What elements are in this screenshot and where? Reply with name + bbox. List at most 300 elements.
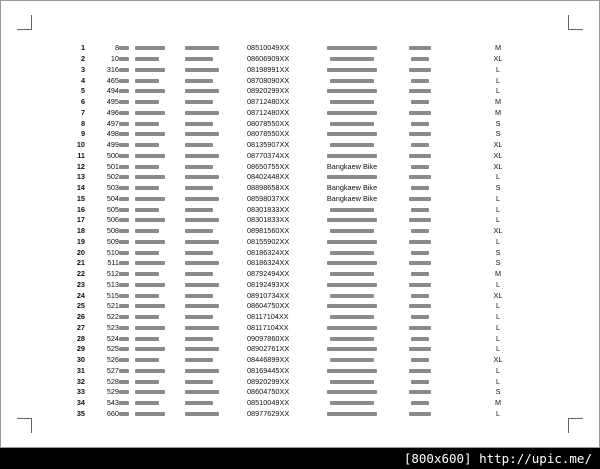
row-number: 25 xyxy=(76,301,85,311)
illegible-thai-text xyxy=(409,46,431,50)
crop-mark-bottom-right xyxy=(568,418,583,433)
illegible-thai-text xyxy=(185,154,219,158)
address-1 xyxy=(313,409,391,420)
illegible-thai-text xyxy=(135,240,165,244)
last-name xyxy=(185,118,247,129)
shirt-size: XL xyxy=(493,355,503,365)
illegible-thai-text xyxy=(327,89,377,93)
illegible-thai-text xyxy=(327,390,377,394)
row-number: 27 xyxy=(76,322,85,332)
illegible-thai-text xyxy=(119,315,129,319)
first-name xyxy=(135,108,185,119)
last-name xyxy=(185,280,247,291)
phone-number: 08712480XX xyxy=(247,107,290,117)
address-1 xyxy=(313,237,391,248)
illegible-thai-text xyxy=(409,175,431,179)
table-row xyxy=(59,172,511,183)
first-name xyxy=(135,409,185,420)
illegible-thai-text xyxy=(119,132,129,136)
illegible-thai-text xyxy=(185,272,213,276)
phone-number: 08078550XX xyxy=(247,118,290,128)
table-row xyxy=(59,355,511,366)
last-name xyxy=(185,54,247,65)
first-name xyxy=(135,54,185,65)
shirt-size: L xyxy=(495,408,501,418)
illegible-thai-text xyxy=(135,261,165,265)
phone-number: 08446899XX xyxy=(247,355,290,365)
illegible-thai-text xyxy=(327,132,377,136)
illegible-thai-text xyxy=(135,294,159,298)
illegible-thai-text xyxy=(327,175,377,179)
address-3 xyxy=(449,226,485,237)
illegible-thai-text xyxy=(327,46,377,50)
last-name xyxy=(185,97,247,108)
address-1 xyxy=(313,333,391,344)
member-id: 508 xyxy=(106,226,119,236)
name-prefix xyxy=(119,215,135,226)
member-id: 522 xyxy=(106,312,119,322)
illegible-thai-text xyxy=(135,337,159,341)
phone-number: 08920299XX xyxy=(247,86,290,96)
first-name xyxy=(135,129,185,140)
last-name xyxy=(185,301,247,312)
last-name xyxy=(185,129,247,140)
first-name xyxy=(135,172,185,183)
illegible-thai-text xyxy=(119,347,129,351)
last-name xyxy=(185,344,247,355)
address-3 xyxy=(449,194,485,205)
table-row xyxy=(59,43,511,54)
illegible-thai-text xyxy=(411,122,429,126)
name-prefix xyxy=(119,344,135,355)
name-prefix xyxy=(119,118,135,129)
last-name xyxy=(185,387,247,398)
illegible-thai-text xyxy=(330,229,374,233)
address-3 xyxy=(449,344,485,355)
table-row xyxy=(59,86,511,97)
illegible-thai-text xyxy=(119,369,129,373)
phone-number: 08169445XX xyxy=(247,365,290,375)
shirt-size: M xyxy=(494,269,502,279)
address-3 xyxy=(449,280,485,291)
phone-number: 08898658XX xyxy=(247,183,290,193)
table-row xyxy=(59,65,511,76)
name-prefix xyxy=(119,97,135,108)
address-1 xyxy=(313,204,391,215)
image-caption-bar xyxy=(0,448,600,469)
phone-number: 08604750XX xyxy=(247,301,290,311)
participant-table-body xyxy=(59,43,511,419)
address-1 xyxy=(313,280,391,291)
shirt-size: L xyxy=(495,204,501,214)
last-name xyxy=(185,204,247,215)
address-1 xyxy=(313,312,391,323)
row-number: 14 xyxy=(76,183,85,193)
row-number: 16 xyxy=(76,204,85,214)
illegible-thai-text xyxy=(135,326,165,330)
last-name xyxy=(185,398,247,409)
address-1 xyxy=(313,65,391,76)
shirt-size: L xyxy=(495,333,501,343)
illegible-thai-text xyxy=(135,186,159,190)
illegible-thai-text xyxy=(409,132,431,136)
illegible-thai-text xyxy=(135,272,159,276)
address-3 xyxy=(449,323,485,334)
address-1 xyxy=(313,387,391,398)
illegible-thai-text xyxy=(185,46,219,50)
illegible-thai-text xyxy=(135,197,165,201)
illegible-thai-text xyxy=(119,197,129,201)
illegible-thai-text xyxy=(409,197,431,201)
address-3 xyxy=(449,258,485,269)
shirt-size: L xyxy=(495,376,501,386)
address-1 xyxy=(313,108,391,119)
row-number: 9 xyxy=(80,129,85,139)
shirt-size: S xyxy=(495,118,501,128)
phone-number: 08708090XX xyxy=(247,75,290,85)
illegible-thai-text xyxy=(409,304,431,308)
illegible-thai-text xyxy=(411,186,429,190)
member-id: 525 xyxy=(106,344,119,354)
row-number: 5 xyxy=(80,86,85,96)
row-number: 21 xyxy=(76,258,85,268)
row-number: 6 xyxy=(80,97,85,107)
name-prefix xyxy=(119,65,135,76)
address-3 xyxy=(449,129,485,140)
illegible-thai-text xyxy=(119,240,129,244)
member-id: 494 xyxy=(106,86,119,96)
address-2 xyxy=(391,151,449,162)
illegible-thai-text xyxy=(119,294,129,298)
illegible-thai-text xyxy=(185,304,219,308)
illegible-thai-text xyxy=(135,111,165,115)
illegible-thai-text xyxy=(185,143,213,147)
name-prefix xyxy=(119,140,135,151)
illegible-thai-text xyxy=(327,154,377,158)
illegible-thai-text xyxy=(135,315,159,319)
illegible-thai-text xyxy=(135,100,159,104)
last-name xyxy=(185,161,247,172)
illegible-thai-text xyxy=(327,412,377,416)
illegible-thai-text xyxy=(135,143,159,147)
last-name xyxy=(185,172,247,183)
illegible-thai-text xyxy=(135,347,165,351)
illegible-thai-text xyxy=(409,218,431,222)
name-prefix xyxy=(119,366,135,377)
address-1 xyxy=(313,118,391,129)
phone-number: 08604750XX xyxy=(247,387,290,397)
row-number: 24 xyxy=(76,290,85,300)
first-name xyxy=(135,333,185,344)
shirt-size: S xyxy=(495,183,501,193)
address-1 xyxy=(313,75,391,86)
first-name xyxy=(135,269,185,280)
name-prefix xyxy=(119,54,135,65)
illegible-thai-text xyxy=(330,401,374,405)
address-1: Bangkaew Bike xyxy=(326,193,378,203)
phone-number: 08510049XX xyxy=(247,398,290,408)
first-name xyxy=(135,258,185,269)
row-number: 8 xyxy=(80,118,85,128)
address-3 xyxy=(449,333,485,344)
shirt-size: L xyxy=(495,312,501,322)
address-1 xyxy=(313,258,391,269)
shirt-size: XL xyxy=(493,54,503,64)
illegible-thai-text xyxy=(119,272,129,276)
illegible-thai-text xyxy=(327,68,377,72)
address-3 xyxy=(449,118,485,129)
address-1 xyxy=(313,172,391,183)
table-row xyxy=(59,409,511,420)
illegible-thai-text xyxy=(411,337,429,341)
name-prefix xyxy=(119,194,135,205)
illegible-thai-text xyxy=(135,412,165,416)
illegible-thai-text xyxy=(119,229,129,233)
illegible-thai-text xyxy=(135,380,159,384)
shirt-size: L xyxy=(495,279,501,289)
address-2 xyxy=(391,97,449,108)
illegible-thai-text xyxy=(185,315,213,319)
address-1 xyxy=(313,323,391,334)
member-id: 509 xyxy=(106,236,119,246)
name-prefix xyxy=(119,108,135,119)
first-name xyxy=(135,215,185,226)
address-2 xyxy=(391,398,449,409)
address-2 xyxy=(391,344,449,355)
member-id: 511 xyxy=(107,258,119,268)
address-1 xyxy=(313,215,391,226)
table-row xyxy=(59,226,511,237)
address-1 xyxy=(313,43,391,54)
shirt-size: L xyxy=(495,86,501,96)
address-1 xyxy=(313,151,391,162)
last-name xyxy=(185,183,247,194)
first-name xyxy=(135,290,185,301)
illegible-thai-text xyxy=(135,369,165,373)
last-name xyxy=(185,43,247,54)
illegible-thai-text xyxy=(409,347,431,351)
illegible-thai-text xyxy=(135,218,165,222)
address-3 xyxy=(449,97,485,108)
illegible-thai-text xyxy=(185,218,219,222)
first-name xyxy=(135,301,185,312)
row-number: 29 xyxy=(76,344,85,354)
illegible-thai-text xyxy=(119,412,129,416)
first-name xyxy=(135,97,185,108)
illegible-thai-text xyxy=(119,175,129,179)
member-id: 521 xyxy=(106,301,119,311)
member-id: 502 xyxy=(106,172,119,182)
first-name xyxy=(135,376,185,387)
address-2 xyxy=(391,129,449,140)
name-prefix xyxy=(119,376,135,387)
address-2 xyxy=(391,140,449,151)
illegible-thai-text xyxy=(119,186,129,190)
illegible-thai-text xyxy=(185,412,219,416)
address-2 xyxy=(391,258,449,269)
illegible-thai-text xyxy=(409,412,431,416)
phone-number: 08135907XX xyxy=(247,140,290,150)
illegible-thai-text xyxy=(119,358,129,362)
phone-number: 08712480XX xyxy=(247,97,290,107)
name-prefix xyxy=(119,269,135,280)
first-name xyxy=(135,398,185,409)
crop-mark-bottom-left xyxy=(17,418,32,433)
address-3 xyxy=(449,204,485,215)
shirt-size: M xyxy=(494,97,502,107)
illegible-thai-text xyxy=(135,304,165,308)
table-row xyxy=(59,118,511,129)
shirt-size: L xyxy=(495,236,501,246)
name-prefix xyxy=(119,312,135,323)
illegible-thai-text xyxy=(327,369,377,373)
first-name xyxy=(135,226,185,237)
shirt-size: XL xyxy=(493,290,503,300)
phone-number: 08198991XX xyxy=(247,64,290,74)
address-1 xyxy=(313,247,391,258)
illegible-thai-text xyxy=(135,154,165,158)
illegible-thai-text xyxy=(119,380,129,384)
illegible-thai-text xyxy=(411,251,429,255)
address-1 xyxy=(313,355,391,366)
illegible-thai-text xyxy=(411,143,429,147)
illegible-thai-text xyxy=(135,89,165,93)
illegible-thai-text xyxy=(135,57,159,61)
illegible-thai-text xyxy=(185,229,213,233)
address-3 xyxy=(449,398,485,409)
illegible-thai-text xyxy=(119,68,129,72)
row-number: 30 xyxy=(76,355,85,365)
row-number: 32 xyxy=(76,376,85,386)
shirt-size: XL xyxy=(493,226,503,236)
illegible-thai-text xyxy=(135,283,165,287)
illegible-thai-text xyxy=(411,315,429,319)
shirt-size: M xyxy=(494,398,502,408)
first-name xyxy=(135,204,185,215)
illegible-thai-text xyxy=(330,294,374,298)
illegible-thai-text xyxy=(185,261,219,265)
phone-number: 08402448XX xyxy=(247,172,290,182)
address-2 xyxy=(391,312,449,323)
name-prefix xyxy=(119,172,135,183)
address-1 xyxy=(313,54,391,65)
illegible-thai-text xyxy=(411,358,429,362)
table-row xyxy=(59,258,511,269)
first-name xyxy=(135,280,185,291)
address-2 xyxy=(391,161,449,172)
name-prefix xyxy=(119,161,135,172)
address-2 xyxy=(391,355,449,366)
crop-mark-top-right xyxy=(568,15,583,30)
illegible-thai-text xyxy=(135,358,159,362)
address-1 xyxy=(313,344,391,355)
member-id: 503 xyxy=(106,183,119,193)
row-number: 23 xyxy=(76,279,85,289)
phone-number: 08078550XX xyxy=(247,129,290,139)
illegible-thai-text xyxy=(135,79,159,83)
address-1 xyxy=(313,398,391,409)
member-id: 10 xyxy=(110,54,119,64)
name-prefix xyxy=(119,43,135,54)
illegible-thai-text xyxy=(119,154,129,158)
address-1 xyxy=(313,86,391,97)
first-name xyxy=(135,387,185,398)
table-row xyxy=(59,366,511,377)
row-number: 12 xyxy=(76,161,85,171)
address-2 xyxy=(391,108,449,119)
illegible-thai-text xyxy=(185,57,213,61)
address-2 xyxy=(391,376,449,387)
illegible-thai-text xyxy=(411,208,429,212)
phone-number: 08981560XX xyxy=(247,226,290,236)
illegible-thai-text xyxy=(330,100,374,104)
address-1 xyxy=(313,290,391,301)
table-row xyxy=(59,269,511,280)
row-number: 11 xyxy=(77,150,85,160)
last-name xyxy=(185,355,247,366)
table-row xyxy=(59,398,511,409)
first-name xyxy=(135,237,185,248)
member-id: 8 xyxy=(114,43,119,53)
address-2 xyxy=(391,247,449,258)
illegible-thai-text xyxy=(409,261,431,265)
table-row xyxy=(59,387,511,398)
address-2 xyxy=(391,333,449,344)
address-2 xyxy=(391,183,449,194)
address-1 xyxy=(313,376,391,387)
address-3 xyxy=(449,269,485,280)
illegible-thai-text xyxy=(135,229,159,233)
address-2 xyxy=(391,86,449,97)
illegible-thai-text xyxy=(185,251,213,255)
phone-number: 08910734XX xyxy=(247,290,290,300)
illegible-thai-text xyxy=(185,122,213,126)
name-prefix xyxy=(119,333,135,344)
first-name xyxy=(135,312,185,323)
address-2 xyxy=(391,269,449,280)
shirt-size: XL xyxy=(493,150,503,160)
row-number: 17 xyxy=(76,215,85,225)
illegible-thai-text xyxy=(135,208,159,212)
illegible-thai-text xyxy=(119,283,129,287)
illegible-thai-text xyxy=(411,294,429,298)
illegible-thai-text xyxy=(185,132,219,136)
address-1 xyxy=(313,226,391,237)
member-id: 543 xyxy=(106,398,119,408)
illegible-thai-text xyxy=(185,326,219,330)
phone-number: 08977629XX xyxy=(247,408,290,418)
phone-number: 08920299XX xyxy=(247,376,290,386)
row-number: 1 xyxy=(80,43,85,53)
phone-number: 08301833XX xyxy=(247,204,290,214)
address-2 xyxy=(391,172,449,183)
shirt-size: M xyxy=(494,107,502,117)
member-id: 465 xyxy=(106,75,119,85)
illegible-thai-text xyxy=(119,57,129,61)
first-name xyxy=(135,247,185,258)
illegible-thai-text xyxy=(119,251,129,255)
illegible-thai-text xyxy=(119,218,129,222)
member-id: 660 xyxy=(106,408,119,418)
illegible-thai-text xyxy=(185,401,213,405)
table-row xyxy=(59,194,511,205)
illegible-thai-text xyxy=(135,251,159,255)
table-row xyxy=(59,237,511,248)
member-id: 497 xyxy=(106,118,119,128)
illegible-thai-text xyxy=(330,122,374,126)
shirt-size: S xyxy=(495,387,501,397)
table-row xyxy=(59,280,511,291)
